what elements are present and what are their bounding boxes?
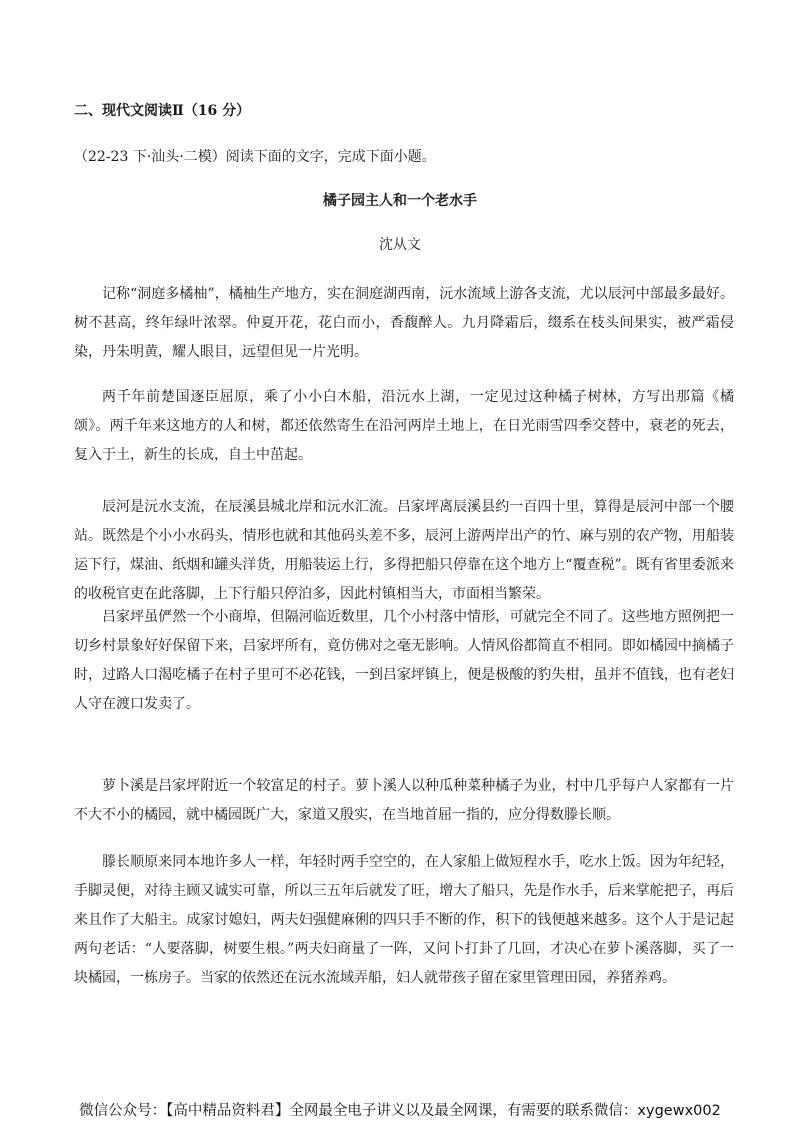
section-heading: 二、现代文阅读Ⅱ（16 分） xyxy=(74,103,251,119)
article-paragraph-1: 记称“洞庭多橘柚”，橘柚生产地方，实在洞庭湖西南，沅水流域上游各支流，尤以辰河中部最多最好。树不甚高，终年绿叶浓翠。仲夏开花，花白而小，香馥醉人。九月降霜后，缀系在枝头间果实，被严霜侵染，丹朱明黄，耀人眼目，远望但见一片光明。 xyxy=(74,286,734,360)
question-source-line: （22-23 下·汕头·二模）阅读下面的文字，完成下面小题。 xyxy=(74,149,436,165)
article-paragraph-6: 滕长顺原来同本地许多人一样，年轻时两手空空的，在人家船上做短程水手，吃水上饭。因为年纪轻，手脚灵便，对待主顾又诚实可靠，所以三五年后就发了旺，增大了船只，先是作水手，后来掌舵把子，再后来且作了大船主。成家讨媳妇，两夫妇强健麻俐的四只手不断的作，积下的钱便越来越多。这个人于是记起两句老话：“人要落脚，树要生根。”两夫妇商量了一阵，又问卜打卦了几回，才决心在萝卜溪落脚，买了一块橘园，一栋房子。当家的依然还在沅水流域弄船，妇人就带孩子留在家里管理田园，养猪养鸡。 xyxy=(74,854,734,986)
article-author: 沈从文 xyxy=(379,237,421,253)
footer-watermark-text: 微信公众号：【高中精品资料君】全网最全电子讲义以及最全网课，有需要的联系微信：xygewx002 xyxy=(79,1103,721,1119)
article-paragraph-5: 萝卜溪是吕家坪附近一个较富足的村子。萝卜溪人以种瓜种菜种橘子为业，村中几乎每户人家都有一片不大不小的橘园，就中橘园既广大，家道又殷实，在当地首屈一指的，应分得数滕长顺。 xyxy=(74,778,734,823)
article-paragraph-3: 辰河是沅水支流，在辰溪县城北岸和沅水汇流。吕家坪离辰溪县约一百四十里，算得是辰河中部一个腰站。既然是个小小水码头，情形也就和其他码头差不多，辰河上游两岸出产的竹、麻与别的农产物，用船装运下行，煤油、纸烟和罐头洋货，用船装运上行，多得把船只停靠在这个地方上“覆查税”。既有省里委派来的收税官吏在此落脚，上下行船只停泊多，因此村镇相当大，市面相当繁荣。 xyxy=(74,499,734,602)
article-title: 橘子园主人和一个老水手 xyxy=(323,193,477,209)
article-paragraph-4: 吕家坪虽俨然一个小商埠，但隔河临近数里，几个小村落中情形，可就完全不同了。这些地方照例把一切乡村景象好好保留下来，吕家坪所有，竟仿佛对之毫无影响。人情风俗都简直不相同。即如橘园中摘橘子时，过路人口渴吃橘子在村子里可不必花钱，一到吕家坪镇上，便是极酸的豹失柑，虽并不值钱，也有老妇人守在渡口发卖了。 xyxy=(74,609,734,712)
article-paragraph-2: 两千年前楚国逐臣屈原，乘了小小白木船，沿沅水上湖，一定见过这种橘子树林，方写出那篇《橘颂》。两千年来这地方的人和树，都还依然寄生在沿河两岸土地上，在日光雨雪四季交替中，衰老的死去，复入于土，新生的长成，自土中茁起。 xyxy=(74,389,734,463)
